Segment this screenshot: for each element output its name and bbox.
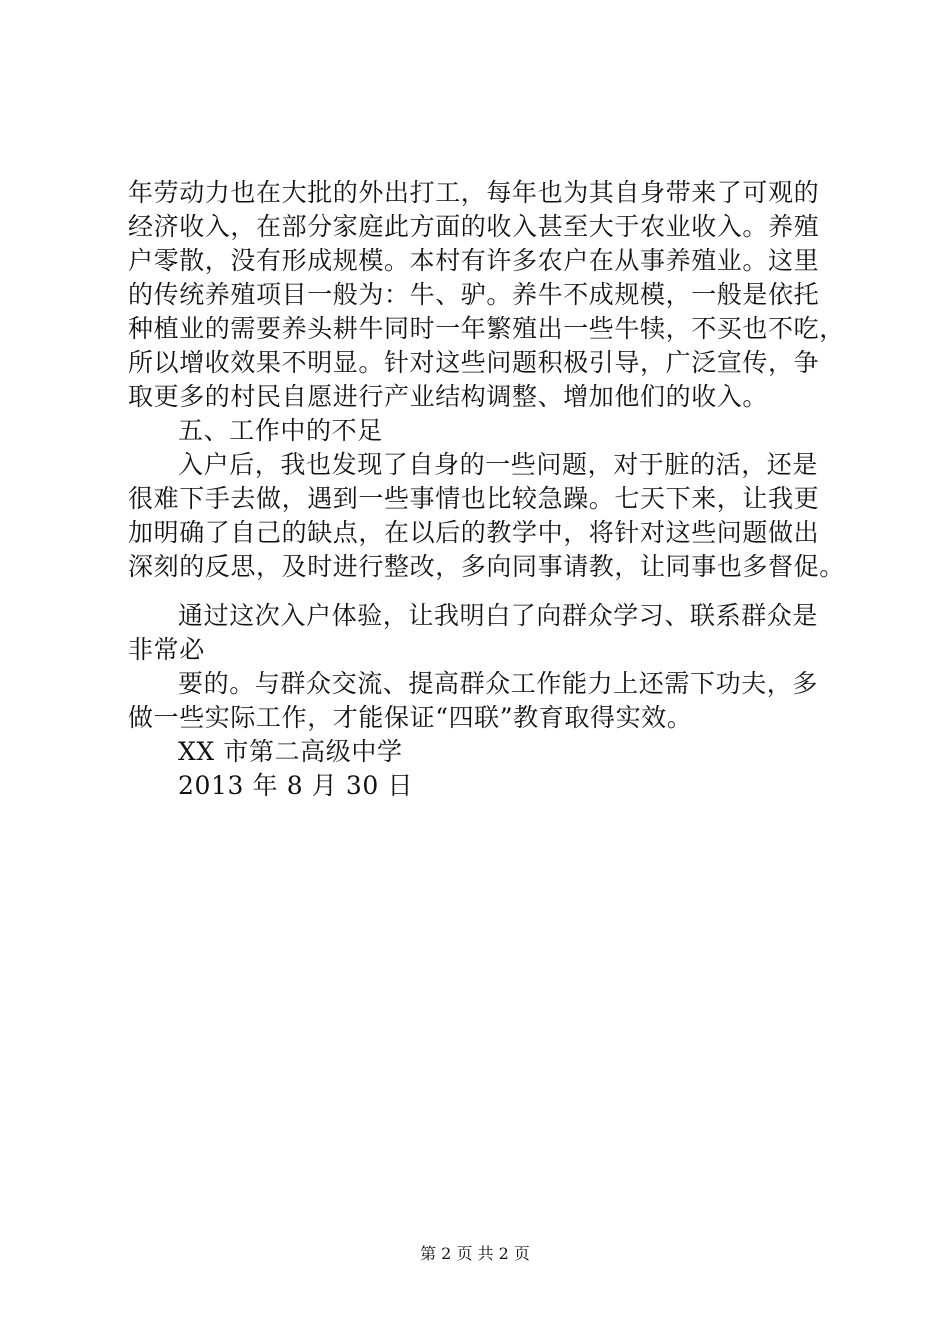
body-text-line: 取更多的村民自愿进行产业结构调整、增加他们的收入。 <box>128 382 769 411</box>
section-heading: 五、工作中的不足 <box>178 416 383 445</box>
body-text-line: 所以增收效果不明显。针对这些问题积极引导，广泛宣传，争 <box>128 348 820 377</box>
body-text-line: 入户后，我也发现了自身的一些问题，对于脏的活，还是 <box>178 450 819 479</box>
body-text-line: 非常必 <box>128 635 205 664</box>
body-text-line: 户零散，没有形成规模。本村有许多农户在从事养殖业。这里 <box>128 246 820 275</box>
body-text-line: 深刻的反思，及时进行整改，多向同事请教，让同事也多督促。 <box>128 552 845 581</box>
body-text-line: 要的。与群众交流、提高群众工作能力上还需下功夫，多 <box>178 669 819 698</box>
body-text-line: 很难下手去做，遇到一些事情也比较急躁。七天下来，让我更 <box>128 484 820 513</box>
body-text-line: 种植业的需要养头耕牛同时一年繁殖出一些牛犊，不买也不吃， <box>128 314 845 343</box>
signature-organization: XX 市第二高级中学 <box>178 737 403 766</box>
page-number-footer: 第 2 页 共 2 页 <box>420 1244 530 1263</box>
signature-date: 2013 年 8 月 30 日 <box>178 771 414 800</box>
body-text-line: 通过这次入户体验，让我明白了向群众学习、联系群众是 <box>178 601 819 630</box>
body-text-line: 年劳动力也在大批的外出打工，每年也为其自身带来了可观的 <box>128 178 820 207</box>
body-text-line: 做一些实际工作，才能保证“四联”教育取得实效。 <box>128 703 693 732</box>
body-text-line: 经济收入，在部分家庭此方面的收入甚至大于农业收入。养殖 <box>128 212 820 241</box>
body-text-line: 加明确了自己的缺点，在以后的教学中，将针对这些问题做出 <box>128 518 820 547</box>
body-text-line: 的传统养殖项目一般为：牛、驴。养牛不成规模，一般是依托 <box>128 280 820 309</box>
